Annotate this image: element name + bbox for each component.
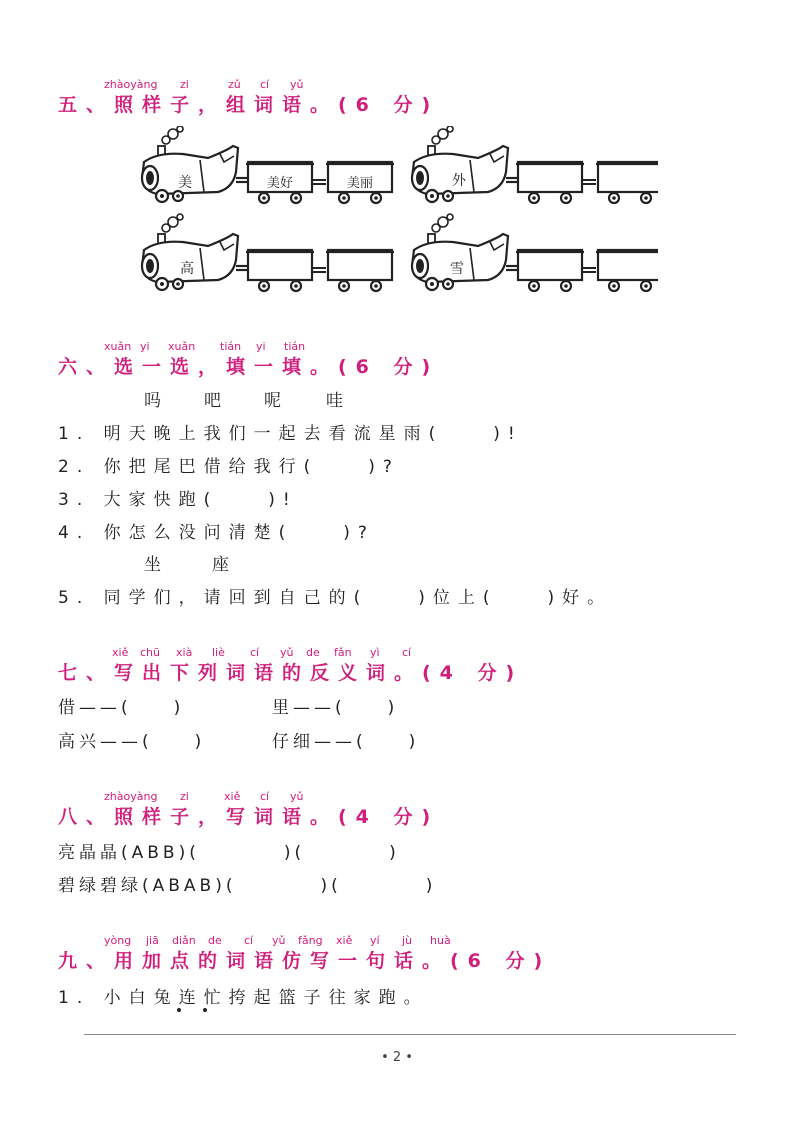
pinyin-yi2: yi <box>256 340 266 353</box>
pinyin-zu: zǔ <box>228 78 241 91</box>
pinyin-yu: yǔ <box>290 78 304 91</box>
train-1-car-1: 美好 <box>266 176 293 191</box>
pinyin-zhaoyang: zhàoyàng <box>104 78 158 91</box>
pinyin-xuan1: xuǎn <box>104 340 132 353</box>
pinyin-yu: yǔ <box>290 790 304 803</box>
pinyin-zi: zi <box>180 790 189 803</box>
section-7-heading: 七、写出下列词语的反义词。(4 分) <box>58 662 524 684</box>
train-2-engine-char: 外 <box>452 173 466 189</box>
section-9-heading: 九、用加点的词语仿写一句话。(6 分) <box>58 950 552 972</box>
emphasis-dot-2 <box>203 1008 207 1012</box>
choice-ma: 吗 <box>144 391 161 411</box>
choice-zuo-sit: 坐 <box>144 555 161 575</box>
q6-2: 2. 你把尾巴借给我行( )? <box>58 457 400 477</box>
pinyin-ci: cí <box>244 934 254 947</box>
pinyin-jia: jiā <box>146 934 159 947</box>
pinyin-yu: yǔ <box>272 934 286 947</box>
train-1-car-2: 美丽 <box>346 176 373 191</box>
pinyin-chu: chū <box>140 646 160 659</box>
pinyin-xuan2: xuǎn <box>168 340 196 353</box>
pinyin-yi1: yi <box>140 340 150 353</box>
antonym-pair-2: 里——( ) <box>272 698 399 718</box>
pinyin-xia: xià <box>176 646 193 659</box>
pinyin-fang: fǎng <box>298 934 323 947</box>
pinyin-hua: huà <box>430 934 451 947</box>
antonym-pair-4: 仔细——( ) <box>272 732 420 752</box>
choice-row-2 <box>144 550 229 575</box>
pinyin-tian2: tián <box>284 340 306 353</box>
train-2 <box>412 126 658 203</box>
answer-line <box>84 1034 736 1035</box>
pinyin-zhaoyang: zhàoyàng <box>104 790 158 803</box>
q6-1: 1. 明天晚上我们一起去看流星雨( )! <box>58 424 523 444</box>
pinyin-xie: xiě <box>224 790 241 803</box>
pinyin-ci1: cí <box>250 646 260 659</box>
pattern-abab-row: 碧绿碧绿(ABAB)( )( ) <box>58 876 437 896</box>
train-3-engine-char: 高 <box>180 261 194 277</box>
pinyin-xie: xiě <box>336 934 353 947</box>
antonym-pair-1: 借——( ) <box>58 698 185 718</box>
pinyin-yi: yì <box>370 646 380 659</box>
pinyin-zi: zi <box>180 78 189 91</box>
emphasis-dot-1 <box>177 1008 181 1012</box>
pinyin-ci: cí <box>260 78 270 91</box>
pinyin-ci2: cí <box>402 646 412 659</box>
pinyin-ju: jù <box>402 934 413 947</box>
pinyin-yong: yòng <box>104 934 132 947</box>
choice-zuo-seat: 座 <box>212 555 229 575</box>
pinyin-yu: yǔ <box>280 646 294 659</box>
train-illustrations <box>138 126 658 301</box>
pinyin-dian: diǎn <box>172 934 196 947</box>
pinyin-fan: fǎn <box>334 646 352 659</box>
section-6-heading: 六、选一选，填一填。(6 分) <box>58 356 440 378</box>
pinyin-tian1: tián <box>220 340 242 353</box>
choice-row-1 <box>144 386 343 411</box>
section-8-heading: 八、照样子，写词语。(4 分) <box>58 806 440 828</box>
q9-1: 1. 小白兔连忙挎起篮子往家跑。 <box>58 988 429 1008</box>
choice-ba: 吧 <box>204 391 221 411</box>
pattern-abb-row: 亮晶晶(ABB)( )( ) <box>58 843 400 863</box>
pinyin-xie: xiě <box>112 646 129 659</box>
antonym-pair-3: 高兴——( ) <box>58 732 206 752</box>
train-3 <box>142 214 394 291</box>
choice-wa: 哇 <box>326 391 343 411</box>
choice-ne: 呢 <box>264 391 281 411</box>
pinyin-lie: liè <box>212 646 225 659</box>
pinyin-ci: cí <box>260 790 270 803</box>
train-4-engine-char: 雪 <box>450 261 464 277</box>
pinyin-de: de <box>208 934 222 947</box>
q6-4: 4. 你怎么没问清楚( )? <box>58 523 375 543</box>
page-number: • 2 • <box>381 1050 413 1065</box>
train-1-engine-char: 美 <box>178 175 192 191</box>
section-5-heading: 五、照样子，组词语。(6 分) <box>58 94 440 116</box>
train-4 <box>412 214 658 291</box>
q6-3: 3. 大家快跑( )! <box>58 490 298 510</box>
pinyin-de: de <box>306 646 320 659</box>
pinyin-yi: yí <box>370 934 380 947</box>
q6-5: 5. 同学们，请回到自己的( )位上( )好。 <box>58 588 613 608</box>
